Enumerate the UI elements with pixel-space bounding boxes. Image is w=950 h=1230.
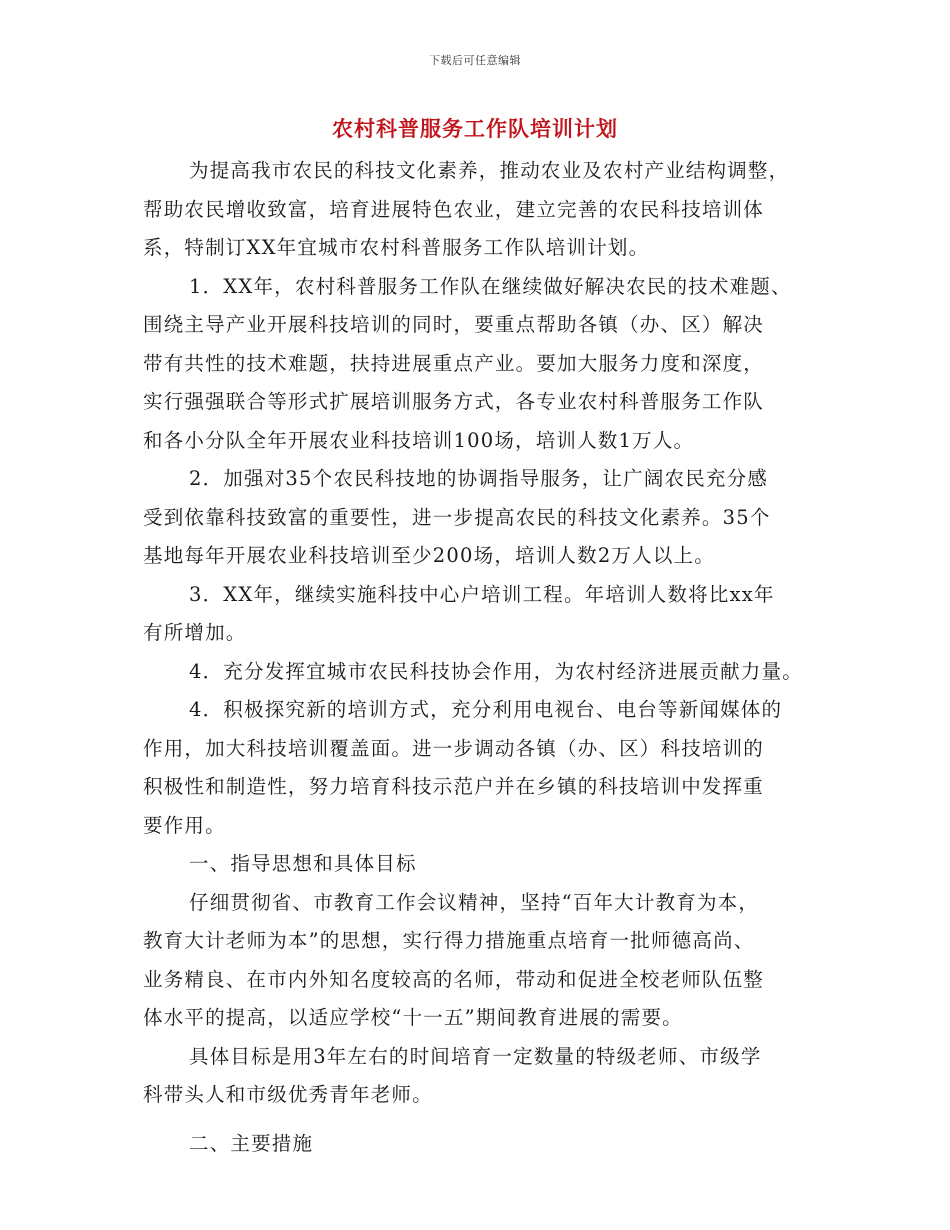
text-line: 受到依靠科技致富的重要性，进一步提高农民的科技文化素养。35个: [143, 505, 771, 529]
paragraph: [143, 152, 823, 268]
text-line: 教育大计老师为本”的思想，实行得力措施重点培育一批师德高尚、: [143, 929, 755, 952]
paragraph: [143, 460, 823, 576]
text-line: 2．加强对35个农民科技地的协调指导服务，让广阔农民充分感: [189, 467, 769, 490]
text-line: 具体目标是用3年左右的时间培育一定数量的特级老师、市级学: [189, 1044, 762, 1068]
text-line: 帮助农民增收致富，培育进展特色农业，建立完善的农民科技培训体: [143, 197, 765, 221]
paragraph: [143, 576, 823, 653]
spacer: [143, 1115, 823, 1125]
text-line: 为提高我市农民的科技文化素养，推动农业及农村产业结构调整，: [189, 159, 790, 182]
section-heading: [143, 845, 823, 884]
text-line: 围绕主导产业开展科技培训的同时，要重点帮助各镇（办、区）解决: [143, 313, 765, 336]
paragraph: [143, 653, 823, 692]
paragraph: [143, 884, 823, 1038]
text-line: 业务精良、在市内外知名度较高的名师，带动和促进全校老师队伍整: [143, 967, 765, 991]
document-title: 农村科普服务工作队培训计划: [332, 116, 618, 141]
text-line: 一、指导思想和具体目标: [189, 852, 417, 875]
paragraph: [143, 1038, 823, 1115]
paragraph: [143, 691, 823, 845]
text-line: 要作用。: [143, 813, 226, 837]
header-note: 下载后可任意编辑: [429, 54, 521, 67]
text-line: 4．积极探究新的培训方式，充分利用电视台、电台等新闻媒体的: [189, 698, 783, 721]
text-line: 3．XX年，继续实施科技中心户培训工程。年培训人数将比xx年: [189, 582, 775, 606]
text-line: 体水平的提高，以适应学校“十一五”期间教育进展的需要。: [143, 1006, 683, 1029]
text-line: 带有共性的技术难题，扶持进展重点产业。要加大服务力度和深度，: [143, 351, 765, 375]
text-line: 科带头人和市级优秀青年老师。: [143, 1083, 433, 1106]
text-line: 基地每年开展农业科技培训至少200场，培训人数2万人以上。: [143, 544, 715, 567]
text-line: 和各小分队全年开展农业科技培训100场，培训人数1万人。: [143, 428, 695, 452]
text-line: 积极性和制造性，努力培育科技示范户并在乡镇的科技培训中发挥重: [143, 775, 765, 798]
document-body: [143, 152, 823, 1163]
text-line: 1．XX年，农村科普服务工作队在继续做好解决农民的技术难题、: [189, 274, 792, 298]
text-line: 实行强强联合等形式扩展培训服务方式，各专业农村科普服务工作队: [143, 390, 765, 413]
text-line: 4．充分发挥宜城市农民科技协会作用，为农村经济进展贡献力量。: [189, 659, 803, 683]
text-line: 二、主要措施: [189, 1131, 314, 1155]
text-line: 有所增加。: [143, 621, 247, 644]
text-line: 作用，加大科技培训覆盖面。进一步调动各镇（办、区）科技培训的: [143, 736, 765, 760]
paragraph: [143, 268, 823, 461]
text-line: 仔细贯彻省、市教育工作会议精神，坚持“百年大计教育为本，: [189, 890, 760, 914]
text-line: 系，特制订XX年宜城市农村科普服务工作队培训计划。: [143, 236, 650, 259]
section-heading: [143, 1125, 823, 1164]
